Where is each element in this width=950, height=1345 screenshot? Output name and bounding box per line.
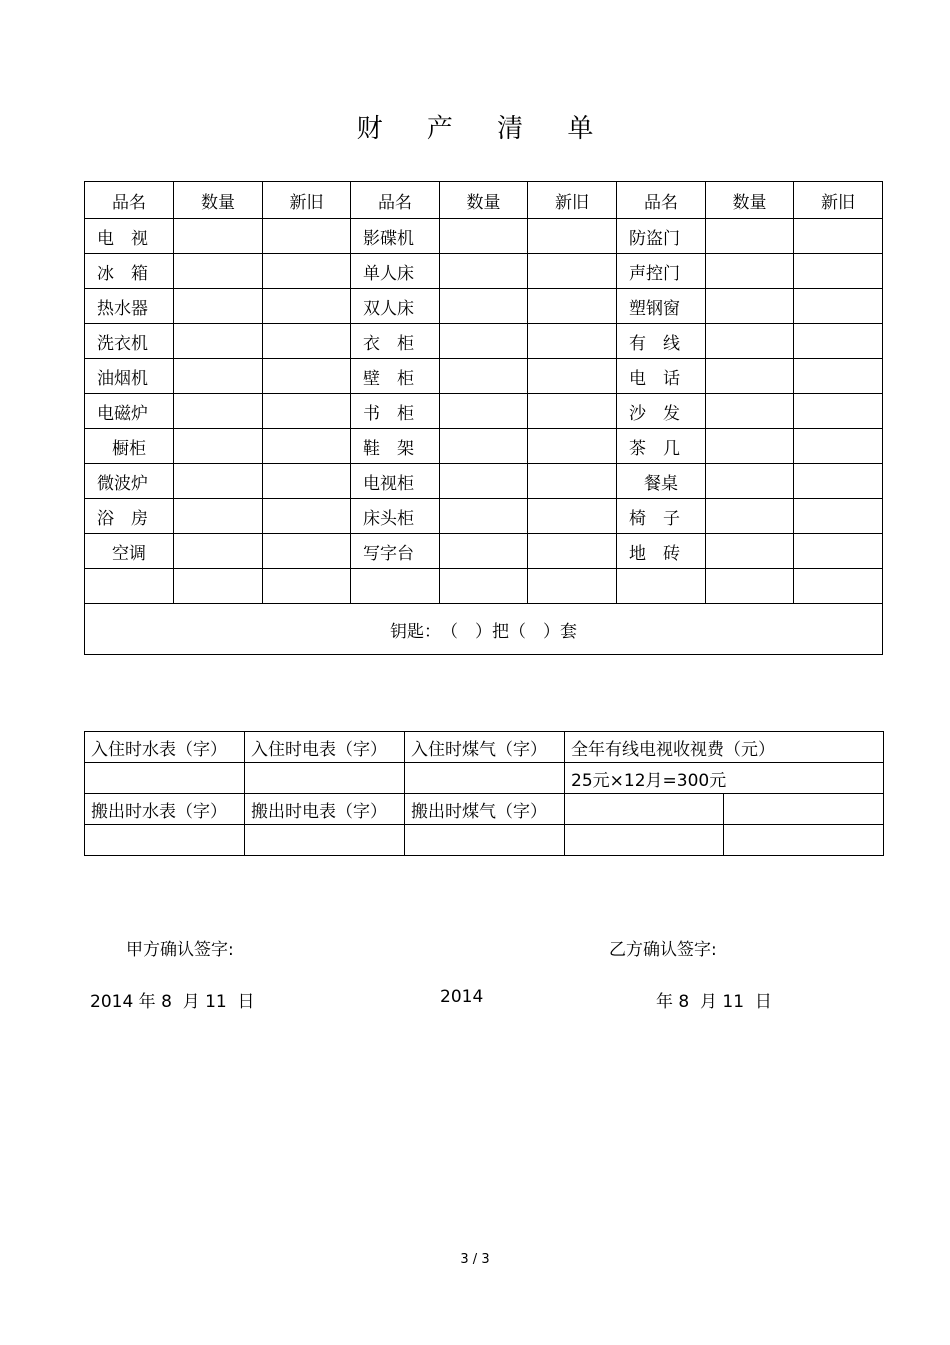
condition-cell[interactable] — [263, 289, 351, 324]
quantity-cell[interactable] — [706, 429, 794, 464]
condition-cell[interactable] — [528, 219, 617, 254]
condition-cell[interactable] — [528, 289, 617, 324]
quantity-cell[interactable] — [174, 324, 263, 359]
header-cell: 品名 — [617, 182, 706, 219]
header-cell: 新旧 — [263, 182, 351, 219]
item-name: 单人床 — [351, 254, 440, 289]
header-cell: 品名 — [85, 182, 174, 219]
quantity-cell[interactable] — [440, 394, 528, 429]
gas-in-value[interactable] — [405, 763, 565, 794]
header-cell: 数量 — [706, 182, 794, 219]
item-name: 衣 柜 — [351, 324, 440, 359]
condition-cell[interactable] — [263, 219, 351, 254]
condition-cell[interactable] — [528, 324, 617, 359]
item-name: 书 柜 — [351, 394, 440, 429]
quantity-cell[interactable] — [174, 394, 263, 429]
party-b-signature-label: 乙方确认签字: — [609, 940, 717, 960]
condition-cell[interactable] — [794, 254, 883, 289]
item-name: 壁 柜 — [351, 359, 440, 394]
electric-out-label: 搬出时电表（字） — [245, 794, 405, 825]
condition-cell[interactable] — [263, 359, 351, 394]
quantity-cell[interactable] — [440, 219, 528, 254]
item-name: 双人床 — [351, 289, 440, 324]
table-row — [85, 825, 884, 856]
quantity-cell[interactable] — [174, 534, 263, 569]
table-row — [85, 429, 883, 464]
item-name: 电 话 — [617, 359, 706, 394]
item-name: 冰 箱 — [85, 254, 174, 289]
quantity-cell[interactable] — [440, 254, 528, 289]
quantity-cell[interactable] — [174, 219, 263, 254]
table-row — [85, 394, 883, 429]
condition-cell[interactable] — [794, 429, 883, 464]
inventory-header-row — [85, 182, 883, 219]
water-out-value[interactable] — [85, 825, 245, 856]
condition-cell[interactable] — [263, 534, 351, 569]
blank-cell[interactable] — [794, 569, 883, 604]
item-name: 鞋 架 — [351, 429, 440, 464]
table-row — [85, 763, 884, 794]
condition-cell[interactable] — [794, 359, 883, 394]
table-row — [85, 794, 884, 825]
condition-cell[interactable] — [263, 254, 351, 289]
table-row — [85, 359, 883, 394]
blank-cell[interactable] — [617, 569, 706, 604]
condition-cell[interactable] — [263, 394, 351, 429]
condition-cell[interactable] — [794, 219, 883, 254]
table-row — [85, 464, 883, 499]
blank-cell[interactable] — [528, 569, 617, 604]
item-name: 浴 房 — [85, 499, 174, 534]
blank-cell[interactable] — [565, 825, 724, 856]
item-name: 电磁炉 — [85, 394, 174, 429]
quantity-cell[interactable] — [440, 289, 528, 324]
item-name: 电 视 — [85, 219, 174, 254]
quantity-cell[interactable] — [174, 499, 263, 534]
page-number: 3 / 3 — [460, 1252, 490, 1267]
quantity-cell[interactable] — [706, 219, 794, 254]
quantity-cell[interactable] — [706, 254, 794, 289]
condition-cell[interactable] — [263, 324, 351, 359]
header-cell: 新旧 — [794, 182, 883, 219]
condition-cell[interactable] — [528, 254, 617, 289]
quantity-cell[interactable] — [174, 464, 263, 499]
table-row — [85, 219, 883, 254]
quantity-cell[interactable] — [706, 499, 794, 534]
header-cell: 品名 — [351, 182, 440, 219]
condition-cell[interactable] — [794, 534, 883, 569]
item-name: 声控门 — [617, 254, 706, 289]
table-row — [85, 499, 883, 534]
quantity-cell[interactable] — [174, 254, 263, 289]
header-cell: 数量 — [174, 182, 263, 219]
quantity-cell[interactable] — [706, 464, 794, 499]
quantity-cell[interactable] — [440, 324, 528, 359]
meter-readings-table — [84, 731, 884, 856]
condition-cell[interactable] — [528, 429, 617, 464]
water-in-label: 入住时水表（字） — [85, 732, 245, 763]
condition-cell[interactable] — [794, 464, 883, 499]
item-name: 空调 — [85, 534, 174, 569]
table-row — [85, 289, 883, 324]
condition-cell[interactable] — [528, 394, 617, 429]
cable-fee-value: 25元×12月=300元 — [565, 763, 884, 794]
header-cell: 新旧 — [528, 182, 617, 219]
water-in-value[interactable] — [85, 763, 245, 794]
item-name: 写字台 — [351, 534, 440, 569]
condition-cell[interactable] — [794, 289, 883, 324]
item-name: 油烟机 — [85, 359, 174, 394]
item-name: 茶 几 — [617, 429, 706, 464]
item-name: 电视柜 — [351, 464, 440, 499]
condition-cell[interactable] — [528, 499, 617, 534]
item-name: 洗衣机 — [85, 324, 174, 359]
item-name: 沙 发 — [617, 394, 706, 429]
condition-cell[interactable] — [263, 464, 351, 499]
item-name: 热水器 — [85, 289, 174, 324]
electric-in-value[interactable] — [245, 763, 405, 794]
item-name: 椅 子 — [617, 499, 706, 534]
blank-cell[interactable] — [174, 569, 263, 604]
quantity-cell[interactable] — [174, 289, 263, 324]
item-name: 有 线 — [617, 324, 706, 359]
inventory-table — [84, 181, 883, 655]
quantity-cell[interactable] — [706, 359, 794, 394]
blank-cell[interactable] — [706, 569, 794, 604]
party-a-signature-label: 甲方确认签字: — [126, 940, 234, 960]
keys-row — [85, 604, 883, 655]
quantity-cell[interactable] — [440, 464, 528, 499]
blank-cell[interactable] — [440, 569, 528, 604]
condition-cell[interactable] — [263, 499, 351, 534]
quantity-cell[interactable] — [706, 534, 794, 569]
item-name: 橱柜 — [85, 429, 174, 464]
quantity-cell[interactable] — [706, 289, 794, 324]
party-a-date: 2014 年 8 月 11 日 — [90, 992, 255, 1012]
electric-in-label: 入住时电表（字） — [245, 732, 405, 763]
condition-cell[interactable] — [528, 464, 617, 499]
quantity-cell[interactable] — [174, 429, 263, 464]
header-cell: 数量 — [440, 182, 528, 219]
quantity-cell[interactable] — [440, 359, 528, 394]
keys-count: 钥匙： （ ）把（ ）套 — [85, 604, 883, 655]
quantity-cell[interactable] — [440, 534, 528, 569]
condition-cell[interactable] — [794, 394, 883, 429]
cable-fee-label: 全年有线电视收视费（元） — [565, 732, 884, 763]
condition-cell[interactable] — [794, 324, 883, 359]
party-b-year: 2014 — [440, 987, 484, 1007]
quantity-cell[interactable] — [174, 359, 263, 394]
condition-cell[interactable] — [263, 429, 351, 464]
condition-cell[interactable] — [794, 499, 883, 534]
blank-cell[interactable] — [724, 825, 884, 856]
quantity-cell[interactable] — [706, 394, 794, 429]
table-row — [85, 732, 884, 763]
party-b-date: 年 8 月 11 日 — [656, 992, 772, 1012]
item-name: 床头柜 — [351, 499, 440, 534]
item-name: 餐桌 — [617, 464, 706, 499]
table-row — [85, 324, 883, 359]
item-name: 防盗门 — [617, 219, 706, 254]
electric-out-value[interactable] — [245, 825, 405, 856]
gas-in-label: 入住时煤气（字） — [405, 732, 565, 763]
gas-out-value[interactable] — [405, 825, 565, 856]
water-out-label: 搬出时水表（字） — [85, 794, 245, 825]
blank-cell[interactable] — [351, 569, 440, 604]
table-row — [85, 534, 883, 569]
blank-cell[interactable] — [263, 569, 351, 604]
item-name: 地 砖 — [617, 534, 706, 569]
table-row — [85, 254, 883, 289]
condition-cell[interactable] — [528, 359, 617, 394]
empty-row — [85, 569, 883, 604]
blank-cell[interactable] — [724, 794, 884, 825]
quantity-cell[interactable] — [440, 429, 528, 464]
gas-out-label: 搬出时煤气（字） — [405, 794, 565, 825]
item-name: 塑钢窗 — [617, 289, 706, 324]
blank-cell[interactable] — [85, 569, 174, 604]
item-name: 微波炉 — [85, 464, 174, 499]
quantity-cell[interactable] — [706, 324, 794, 359]
item-name: 影碟机 — [351, 219, 440, 254]
condition-cell[interactable] — [528, 534, 617, 569]
blank-cell[interactable] — [565, 794, 724, 825]
page-title: 财 产 清 单 — [356, 114, 612, 144]
quantity-cell[interactable] — [440, 499, 528, 534]
